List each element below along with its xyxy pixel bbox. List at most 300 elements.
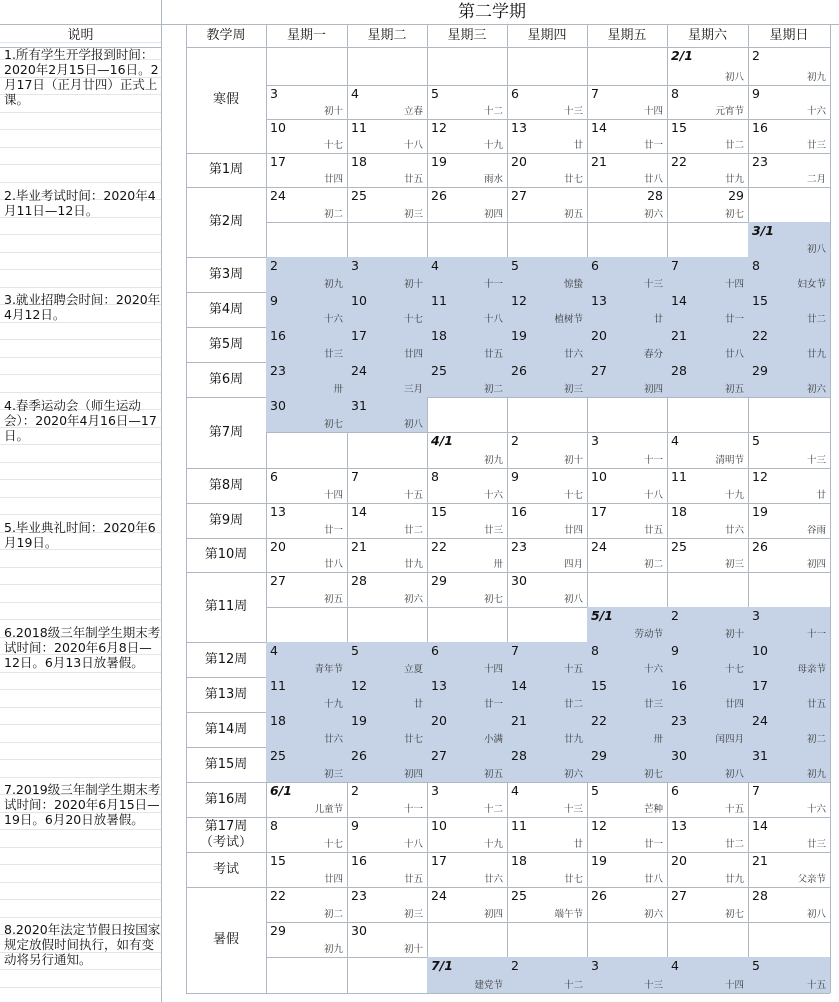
day-number: 5/1	[591, 608, 613, 623]
lunar-date: 初二	[483, 384, 503, 395]
lunar-date: 初十	[724, 629, 744, 640]
day-number: 24	[591, 539, 607, 554]
lunar-date: 初九	[806, 72, 826, 83]
lunar-date: 廿	[653, 314, 663, 325]
day-number: 12	[591, 818, 607, 833]
lunar-date: 廿八	[323, 559, 343, 570]
lunar-date: 十七	[323, 839, 343, 850]
day-number: 17	[431, 853, 447, 868]
lunar-date: 十九	[724, 490, 744, 501]
lunar-date: 初十	[403, 944, 423, 955]
lunar-date: 十八	[403, 140, 423, 151]
day-number: 14	[671, 293, 687, 308]
day-number: 27	[270, 573, 286, 588]
lunar-date: 廿六	[483, 874, 503, 885]
week-label: 第4周	[208, 301, 244, 317]
day-number: 20	[431, 713, 447, 728]
day-number: 14	[511, 678, 527, 693]
day-number: 5	[752, 433, 760, 448]
lunar-date: 十五	[403, 490, 423, 501]
lunar-date: 谷雨	[806, 525, 826, 536]
day-number: 11	[671, 469, 687, 484]
lunar-date: 二月	[806, 174, 826, 185]
lunar-date: 廿	[573, 839, 583, 850]
lunar-date: 初二	[643, 559, 663, 570]
lunar-date: 初三	[403, 909, 423, 920]
day-number: 9	[752, 86, 760, 101]
day-number: 20	[511, 154, 527, 169]
lunar-date: 十四	[483, 664, 503, 675]
lunar-date: 父亲节	[797, 874, 826, 885]
day-number: 11	[511, 818, 527, 833]
lunar-date: 初二	[323, 909, 343, 920]
day-number: 4	[431, 258, 439, 273]
day-number: 31	[752, 748, 768, 763]
week-label: 第7周	[208, 424, 244, 440]
day-number: 26	[752, 539, 768, 554]
day-number: 13	[431, 678, 447, 693]
lunar-date: 卅	[653, 734, 663, 745]
lunar-date: 小满	[483, 734, 503, 745]
lunar-date: 廿八	[643, 874, 663, 885]
day-number: 2	[752, 48, 760, 63]
lunar-date: 廿二	[563, 699, 583, 710]
day-header: 星期三	[447, 28, 487, 43]
day-number: 22	[671, 154, 687, 169]
day-header: 星期五	[607, 28, 647, 43]
day-number: 29	[591, 748, 607, 763]
lunar-date: 廿五	[403, 874, 423, 885]
day-number: 24	[752, 713, 768, 728]
day-number: 10	[591, 469, 607, 484]
day-number: 19	[752, 504, 768, 519]
day-header: 星期六	[687, 28, 727, 43]
lunar-date: 廿三	[806, 140, 826, 151]
lunar-date: 初三	[323, 769, 343, 780]
day-number: 7	[752, 783, 760, 798]
lunar-date: 廿三	[643, 699, 663, 710]
lunar-date: 廿四	[724, 699, 744, 710]
lunar-date: 十一	[403, 804, 423, 815]
day-number: 31	[351, 398, 367, 413]
day-number: 16	[671, 678, 687, 693]
lunar-date: 卅	[333, 384, 343, 395]
lunar-date: 初六	[643, 909, 663, 920]
lunar-date: 卅	[493, 559, 503, 570]
day-number: 21	[752, 853, 768, 868]
lunar-date: 廿四	[323, 174, 343, 185]
day-number: 6/1	[270, 783, 292, 798]
day-number: 10	[270, 120, 286, 135]
day-number: 12	[752, 469, 768, 484]
day-header: 星期四	[527, 28, 567, 43]
day-number: 4	[351, 86, 359, 101]
lunar-date: 初八	[806, 244, 826, 255]
week-label: 第10周	[204, 547, 248, 562]
day-number: 20	[270, 539, 286, 554]
lunar-date: 雨水	[483, 174, 503, 185]
day-number: 4	[511, 783, 519, 798]
day-number: 19	[511, 328, 527, 343]
day-number: 7	[671, 258, 679, 273]
day-number: 25	[671, 539, 687, 554]
day-number: 5	[351, 643, 359, 658]
lunar-date: 初七	[483, 594, 503, 605]
day-number: 12	[431, 120, 447, 135]
day-number: 4/1	[431, 433, 453, 448]
lunar-date: 廿一	[323, 525, 343, 536]
lunar-date: 廿	[413, 699, 423, 710]
day-number: 30	[511, 573, 527, 588]
lunar-date: 初四	[806, 559, 826, 570]
lunar-date: 廿一	[483, 699, 503, 710]
day-number: 12	[511, 293, 527, 308]
day-number: 15	[671, 120, 687, 135]
lunar-date: 初六	[403, 594, 423, 605]
day-number: 3	[270, 86, 278, 101]
lunar-date: 劳动节	[634, 629, 663, 640]
day-number: 18	[270, 713, 286, 728]
lunar-date: 立春	[403, 106, 423, 117]
lunar-date: 初五	[483, 769, 503, 780]
lunar-date: 十九	[483, 839, 503, 850]
day-number: 26	[511, 363, 527, 378]
day-number: 23	[671, 713, 687, 728]
lunar-date: 初五	[323, 594, 343, 605]
lunar-date: 初十	[403, 279, 423, 290]
lunar-date: 廿	[573, 140, 583, 151]
day-number: 2	[351, 783, 359, 798]
day-number: 21	[671, 328, 687, 343]
lunar-date: 十五	[724, 804, 744, 815]
lunar-date: 廿四	[323, 874, 343, 885]
day-number: 18	[671, 504, 687, 519]
lunar-date: 廿五	[806, 699, 826, 710]
lunar-date: 廿七	[563, 174, 583, 185]
day-number: 18	[511, 853, 527, 868]
lunar-date: 初六	[806, 384, 826, 395]
day-number: 21	[591, 154, 607, 169]
day-number: 22	[752, 328, 768, 343]
day-number: 16	[351, 853, 367, 868]
note-item: 7.2019级三年制学生期末考试时间：2020年6月15日—19日。6月20日放暑假。	[4, 782, 161, 827]
day-number: 19	[591, 853, 607, 868]
lunar-date: 妇女节	[797, 279, 826, 290]
lunar-date: 初二	[806, 734, 826, 745]
lunar-date: 闰四月	[715, 734, 744, 745]
week-label: 第9周	[208, 512, 244, 528]
day-number: 2	[270, 258, 278, 273]
day-number: 11	[270, 678, 286, 693]
day-header: 星期一	[286, 28, 326, 43]
day-number: 3	[752, 608, 760, 623]
lunar-date: 初八	[563, 594, 583, 605]
lunar-date: 初五	[563, 209, 583, 220]
day-number: 14	[752, 818, 768, 833]
day-number: 30	[351, 923, 367, 938]
day-number: 10	[752, 643, 768, 658]
day-number: 30	[671, 748, 687, 763]
lunar-date: 十二	[483, 804, 503, 815]
day-number: 17	[270, 154, 286, 169]
day-number: 14	[591, 120, 607, 135]
day-number: 9	[511, 469, 519, 484]
day-number: 29	[728, 188, 744, 203]
day-number: 4	[270, 643, 278, 658]
lunar-date: 十四	[724, 279, 744, 290]
lunar-date: 初八	[724, 72, 744, 83]
note-item: 3.就业招聘会时间：2020年4月12日。	[4, 292, 161, 322]
day-number: 17	[351, 328, 367, 343]
week-label: 第3周	[208, 266, 244, 282]
day-number: 30	[270, 398, 286, 413]
week-label: 第8周	[208, 477, 244, 493]
day-number: 27	[671, 888, 687, 903]
day-number: 6	[591, 258, 599, 273]
week-label: 第17周 （考试）	[199, 818, 252, 850]
note-item: 8.2020年法定节假日按国家规定放假时间执行，如有变动将另行通知。	[4, 922, 161, 967]
lunar-date: 廿二	[806, 314, 826, 325]
lunar-date: 初七	[323, 419, 343, 430]
week-label: 第12周	[204, 651, 248, 667]
lunar-date: 十五	[806, 980, 826, 991]
day-number: 7	[591, 86, 599, 101]
lunar-date: 清明节	[715, 455, 744, 466]
day-number: 29	[431, 573, 447, 588]
day-number: 28	[647, 188, 663, 203]
day-number: 19	[351, 713, 367, 728]
day-number: 8	[752, 258, 760, 273]
day-number: 13	[671, 818, 687, 833]
lunar-date: 廿九	[806, 349, 826, 360]
week-label: 第13周	[204, 686, 248, 702]
lunar-date: 十八	[643, 490, 663, 501]
lunar-date: 廿九	[724, 174, 744, 185]
lunar-date: 初八	[806, 909, 826, 920]
day-number: 5	[752, 958, 760, 973]
lunar-date: 初四	[643, 384, 663, 395]
day-number: 6	[270, 469, 278, 484]
lunar-date: 廿六	[563, 349, 583, 360]
lunar-date: 初三	[563, 384, 583, 395]
lunar-date: 十四	[643, 106, 663, 117]
lunar-date: 廿二	[403, 525, 423, 536]
lunar-date: 植树节	[554, 314, 583, 325]
day-number: 27	[511, 188, 527, 203]
day-number: 21	[351, 539, 367, 554]
lunar-date: 廿九	[563, 734, 583, 745]
week-label: 暑假	[212, 932, 239, 947]
lunar-date: 初九	[323, 279, 343, 290]
week-header: 教学周	[206, 28, 246, 43]
lunar-date: 初七	[724, 209, 744, 220]
lunar-date: 十七	[403, 314, 423, 325]
lunar-date: 初三	[724, 559, 744, 570]
lunar-date: 廿七	[403, 734, 423, 745]
day-number: 12	[351, 678, 367, 693]
day-number: 9	[671, 643, 679, 658]
notes-header: 说明	[67, 28, 94, 43]
lunar-date: 廿三	[483, 525, 503, 536]
day-number: 2	[511, 433, 519, 448]
day-number: 29	[752, 363, 768, 378]
week-label: 第11周	[204, 599, 248, 614]
lunar-date: 十四	[724, 980, 744, 991]
day-number: 23	[351, 888, 367, 903]
day-number: 3	[591, 433, 599, 448]
lunar-date: 初四	[483, 909, 503, 920]
day-number: 25	[431, 363, 447, 378]
lunar-date: 廿九	[403, 559, 423, 570]
lunar-date: 初六	[643, 209, 663, 220]
lunar-date: 惊蛰	[563, 279, 583, 290]
day-number: 16	[270, 328, 286, 343]
day-number: 13	[270, 504, 286, 519]
lunar-date: 廿八	[643, 174, 663, 185]
day-number: 22	[431, 539, 447, 554]
day-number: 28	[671, 363, 687, 378]
day-number: 9	[351, 818, 359, 833]
day-number: 13	[511, 120, 527, 135]
day-number: 22	[270, 888, 286, 903]
lunar-date: 廿六	[323, 734, 343, 745]
day-number: 5	[431, 86, 439, 101]
lunar-date: 廿三	[323, 349, 343, 360]
lunar-date: 十一	[806, 629, 826, 640]
day-number: 10	[351, 293, 367, 308]
lunar-date: 廿四	[403, 349, 423, 360]
day-number: 28	[511, 748, 527, 763]
day-number: 14	[351, 504, 367, 519]
day-number: 3	[591, 958, 599, 973]
lunar-date: 四月	[563, 559, 583, 570]
lunar-date: 十一	[643, 455, 663, 466]
lunar-date: 初九	[483, 455, 503, 466]
lunar-date: 初八	[724, 769, 744, 780]
day-number: 8	[671, 86, 679, 101]
day-number: 26	[431, 188, 447, 203]
day-number: 15	[431, 504, 447, 519]
day-number: 23	[752, 154, 768, 169]
day-number: 26	[591, 888, 607, 903]
week-label: 第16周	[204, 791, 248, 807]
day-number: 19	[431, 154, 447, 169]
note-item: 5.毕业典礼时间：2020年6月19日。	[4, 520, 156, 550]
lunar-date: 十三	[563, 106, 583, 117]
lunar-date: 廿九	[724, 874, 744, 885]
lunar-date: 十三	[643, 279, 663, 290]
day-number: 21	[511, 713, 527, 728]
day-number: 6	[431, 643, 439, 658]
week-label: 第14周	[204, 721, 248, 737]
week-label: 第1周	[208, 162, 244, 177]
lunar-date: 元宵节	[715, 106, 744, 117]
lunar-date: 初九	[323, 944, 343, 955]
lunar-date: 初七	[643, 769, 663, 780]
lunar-date: 母亲节	[797, 664, 826, 675]
day-number: 20	[591, 328, 607, 343]
lunar-date: 十六	[806, 804, 826, 815]
lunar-date: 十六	[806, 106, 826, 117]
day-header: 星期日	[769, 28, 809, 43]
lunar-date: 三月	[403, 384, 423, 395]
day-number: 18	[431, 328, 447, 343]
lunar-date: 十六	[643, 664, 663, 675]
day-number: 3	[351, 258, 359, 273]
lunar-date: 初五	[724, 384, 744, 395]
lunar-date: 端午节	[554, 909, 583, 920]
lunar-date: 十九	[483, 140, 503, 151]
lunar-date: 廿五	[483, 349, 503, 360]
lunar-date: 初四	[403, 769, 423, 780]
lunar-date: 建党节	[474, 980, 503, 991]
lunar-date: 初六	[563, 769, 583, 780]
day-number: 17	[591, 504, 607, 519]
day-number: 15	[752, 293, 768, 308]
lunar-date: 初二	[323, 209, 343, 220]
day-number: 4	[671, 958, 679, 973]
lunar-date: 十二	[563, 980, 583, 991]
lunar-date: 廿一	[724, 314, 744, 325]
day-number: 22	[591, 713, 607, 728]
day-number: 27	[591, 363, 607, 378]
lunar-date: 十九	[323, 699, 343, 710]
lunar-date: 十三	[643, 980, 663, 991]
day-number: 11	[351, 120, 367, 135]
lunar-date: 廿一	[643, 140, 663, 151]
lunar-date: 十六	[323, 314, 343, 325]
lunar-date: 青年节	[314, 664, 343, 675]
lunar-date: 十五	[563, 664, 583, 675]
lunar-date: 廿五	[403, 174, 423, 185]
lunar-date: 廿二	[724, 140, 744, 151]
day-number: 7	[511, 643, 519, 658]
day-number: 27	[431, 748, 447, 763]
week-label: 第6周	[208, 371, 244, 387]
day-number: 23	[270, 363, 286, 378]
lunar-date: 十四	[323, 490, 343, 501]
lunar-date: 廿五	[643, 525, 663, 536]
day-number: 26	[351, 748, 367, 763]
lunar-date: 廿二	[724, 839, 744, 850]
lunar-date: 十三	[563, 804, 583, 815]
week-label: 第5周	[208, 336, 244, 352]
day-number: 6	[511, 86, 519, 101]
day-number: 16	[511, 504, 527, 519]
lunar-date: 廿六	[724, 525, 744, 536]
lunar-date: 初十	[323, 106, 343, 117]
lunar-date: 十六	[483, 490, 503, 501]
day-number: 3	[431, 783, 439, 798]
lunar-date: 初八	[403, 419, 423, 430]
day-number: 7/1	[431, 958, 453, 973]
day-number: 8	[591, 643, 599, 658]
lunar-date: 立夏	[403, 664, 423, 675]
day-number: 2	[511, 958, 519, 973]
lunar-date: 廿四	[563, 525, 583, 536]
note-item: 4.春季运动会（师生运动会）：2020年4月16日—17日。	[4, 398, 157, 443]
note-item: 1.所有学生开学报到时间：2020年2月15日—16日。2月17日（正月廿四）正式上课。	[4, 47, 159, 107]
day-number: 18	[351, 154, 367, 169]
day-number: 11	[431, 293, 447, 308]
day-number: 5	[511, 258, 519, 273]
day-number: 15	[591, 678, 607, 693]
day-number: 20	[671, 853, 687, 868]
week-label: 寒假	[212, 92, 239, 107]
day-number: 2	[671, 608, 679, 623]
week-label: 第2周	[208, 214, 244, 229]
day-number: 10	[431, 818, 447, 833]
